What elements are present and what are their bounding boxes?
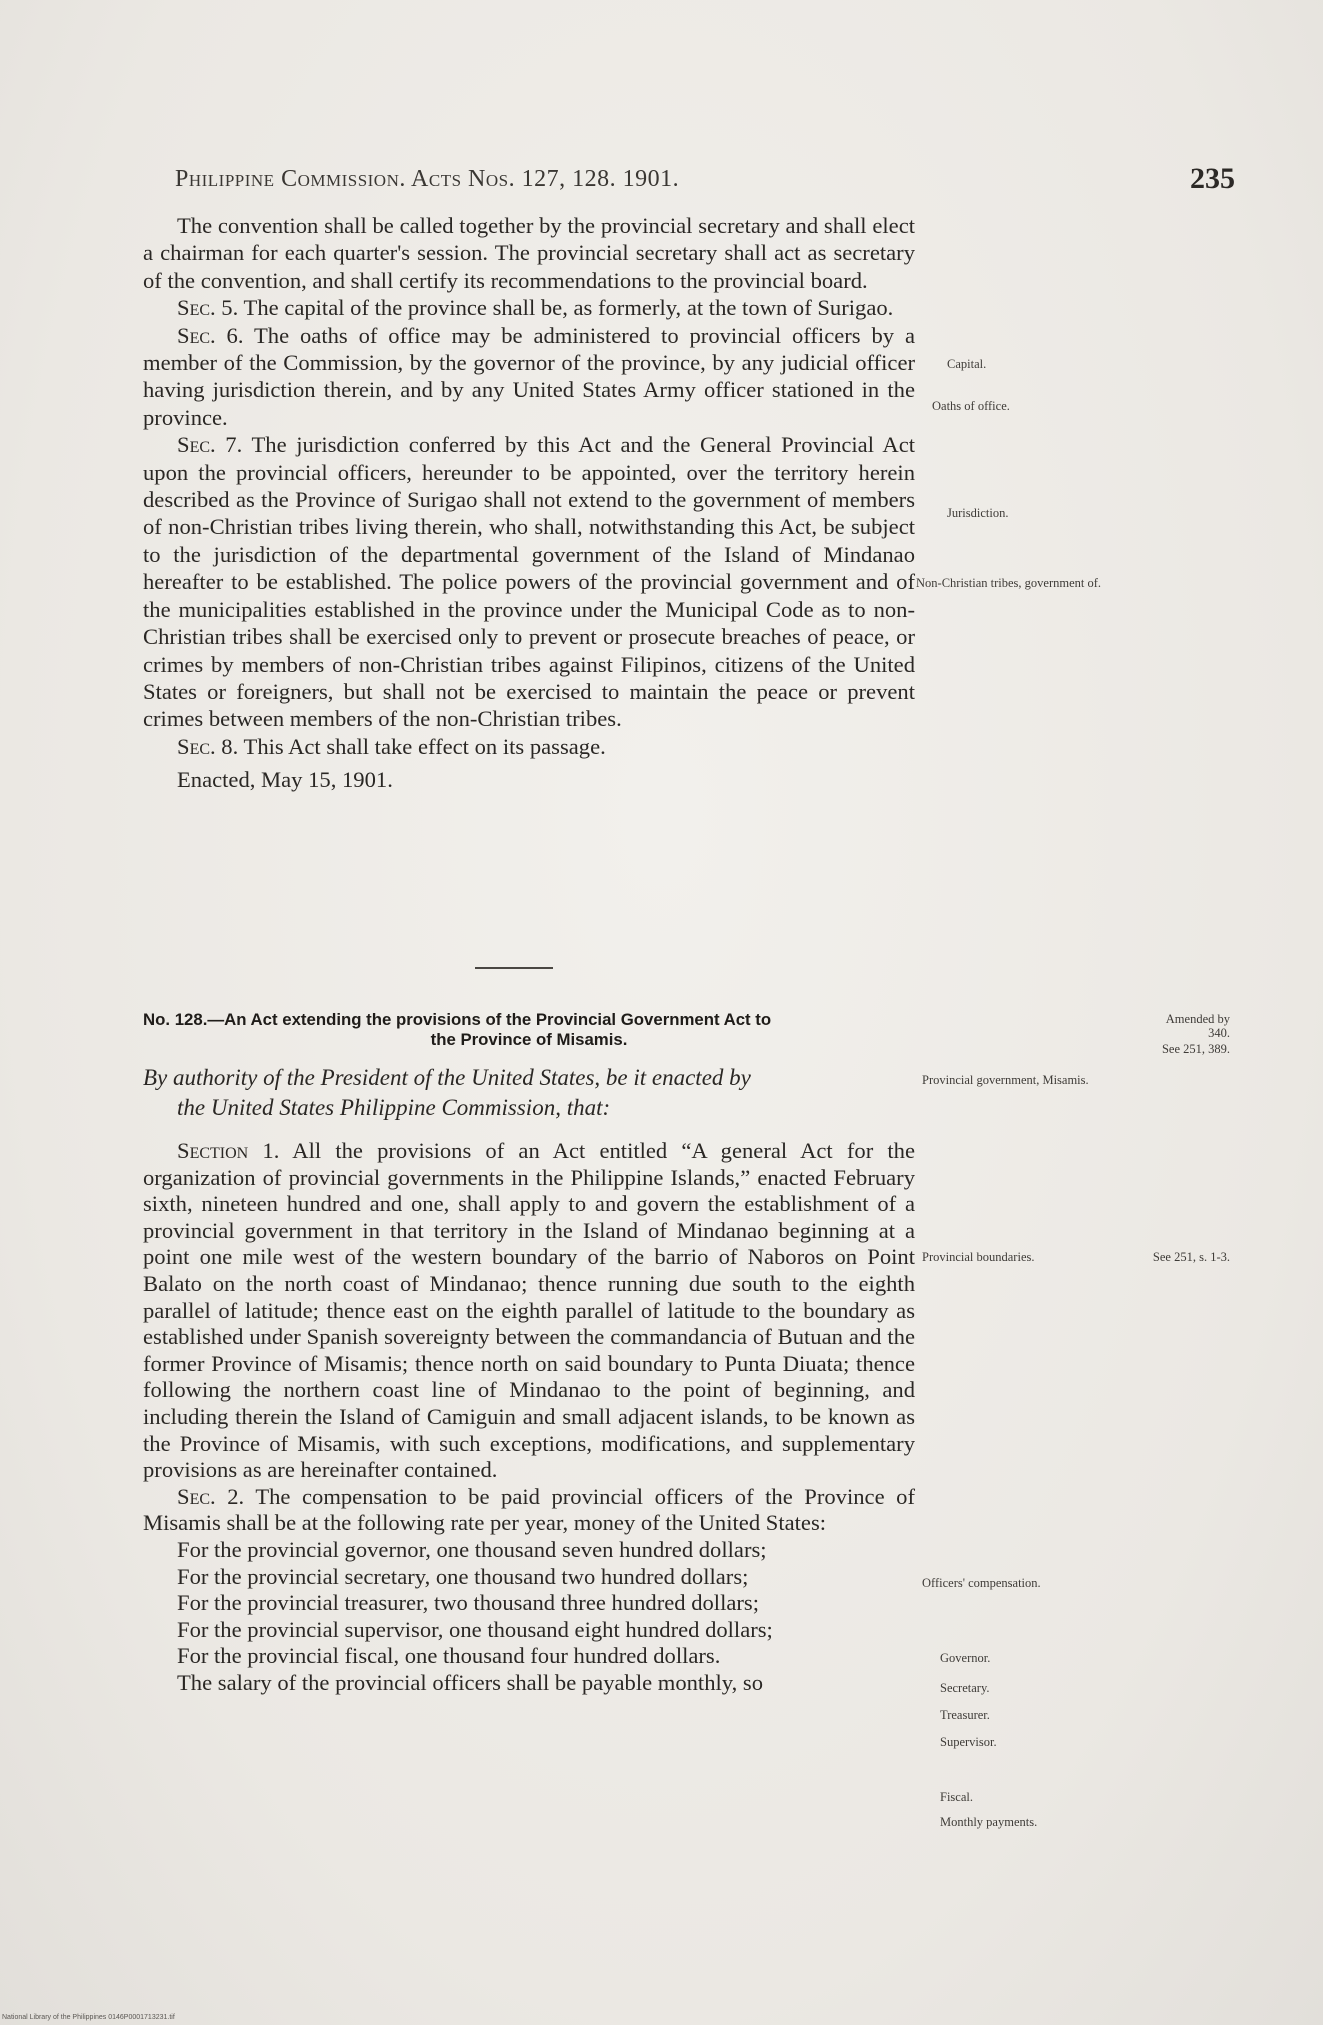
- convention-paragraph: The convention shall be called together by the provincial secretary and shall elect a chairman for each quarter's session. The provincial secretary shall act as secretary of the convention, and shall certify its recommendations to the provincial board.: [143, 213, 915, 293]
- act-128-section-2-text: The compensation to be paid provincial officers of the Province of Misamis shall be at the following rate per year, money of the United States:: [143, 1483, 915, 1536]
- margin-note-secretary: Secretary.: [940, 1681, 990, 1695]
- enacted-date: Enacted, May 15, 1901.: [177, 767, 393, 793]
- margin-note-supervisor: Supervisor.: [940, 1735, 997, 1749]
- section-5-label: Sec. 5.: [177, 295, 239, 321]
- section-6-label: Sec. 6.: [177, 322, 244, 348]
- margin-note-jurisdiction: Jurisdiction.: [947, 506, 1009, 520]
- enacting-clause-line2: the United States Philippine Commission, that:: [177, 1095, 611, 1120]
- margin-note-governor: Governor.: [940, 1651, 991, 1665]
- page-number: 235: [1190, 162, 1235, 195]
- section-divider: [475, 967, 553, 969]
- xref-see-251-s13: See 251, s. 1-3.: [1152, 1250, 1230, 1264]
- act-127-body: [143, 212, 915, 794]
- section-7: [143, 431, 915, 732]
- salary-secretary: For the provincial secretary, one thousand two hundred dollars;: [177, 1563, 749, 1589]
- section-7-text: The jurisdiction conferred by this Act and the General Provincial Act upon the provincial officers, hereunder to be appointed, over the territory herein described as the Province of Surigao shall not extend to the government of members of non-Christian tribes living therein, who shall, notwithstanding this Act, be subject to the jurisdiction of the departmental government of the Island of Mindanao hereafter to be established. The police powers of the provincial government and of the municipalities established in the province under the Municipal Code as to non-Christian tribes shall be exercised only to prevent or prosecute breaches of peace, or crimes by members of non-Christian tribes against Filipinos, citizens of the United States or foreigners, but shall not be exercised to maintain the peace or prevent crimes between members of the non-Christian tribes.: [143, 432, 915, 732]
- section-8-text: This Act shall take effect on its passage.: [243, 733, 606, 759]
- margin-note-monthly: Monthly payments.: [940, 1815, 1038, 1829]
- section-6-text: The oaths of office may be administered to provincial officers by a member of the Commission, by the governor of the province, by any judicial officer having jurisdiction therein, and by any United States Army officer stationed in the province.: [143, 322, 915, 430]
- margin-note-prov-gov-misamis: Provincial government, Misamis.: [922, 1073, 1089, 1087]
- running-head: Philippine Commission. Acts Nos. 127, 128. 1901.: [175, 166, 680, 192]
- act-128-section-1: [143, 1138, 915, 1484]
- margin-note-prov-boundaries: Provincial boundaries.: [922, 1250, 1035, 1264]
- margin-note-treasurer: Treasurer.: [940, 1708, 990, 1722]
- salary-payable-line: The salary of the provincial officers shall be payable monthly, so: [177, 1669, 764, 1695]
- act-128-section-2-label: Sec. 2.: [177, 1483, 245, 1509]
- salary-fiscal: For the provincial fiscal, one thousand four hundred dollars.: [177, 1643, 721, 1669]
- page-header: [175, 162, 1235, 206]
- margin-note-capital: Capital.: [947, 357, 987, 371]
- section-8-label: Sec. 8.: [177, 733, 239, 759]
- act-128-body: [143, 1138, 915, 1696]
- enacting-clause: [143, 1063, 915, 1123]
- section-7-label: Sec. 7.: [177, 432, 243, 458]
- scan-footer-tag: National Library of the Philippines 0146P0001713231.tif: [2, 2014, 175, 2021]
- xref-see-251-389: See 251, 389.: [1161, 1042, 1230, 1056]
- margin-note-non-christian: Non-Christian tribes, government of.: [916, 576, 1102, 590]
- act-128-title-line2: the Province of Misamis.: [430, 1030, 628, 1049]
- salary-treasurer: For the provincial treasurer, two thousand three hundred dollars;: [177, 1590, 759, 1616]
- margin-note-fiscal: Fiscal.: [940, 1790, 973, 1804]
- section-8: [143, 733, 915, 760]
- salary-governor: For the provincial governor, one thousand seven hundred dollars;: [177, 1536, 767, 1562]
- section-6: [143, 322, 915, 432]
- section-5: [143, 294, 915, 321]
- act-128-section-2: [143, 1484, 915, 1537]
- margin-note-oaths: Oaths of office.: [932, 399, 1010, 413]
- margin-note-officers-comp: Officers' compensation.: [922, 1576, 1041, 1590]
- act-128-title-line1: No. 128.—An Act extending the provisions of the Provincial Government Act to: [143, 1010, 772, 1029]
- act-128-title: [143, 1010, 915, 1050]
- act-128-section-1-label: Section 1.: [177, 1138, 280, 1163]
- section-5-text: The capital of the province shall be, as formerly, at the town of Surigao.: [243, 295, 894, 321]
- salary-supervisor: For the provincial supervisor, one thousand eight hundred dollars;: [177, 1616, 773, 1642]
- enacting-clause-line1: By authority of the President of the United States, be it enacted by: [143, 1065, 751, 1090]
- act-128-section-1-text: All the provisions of an Act entitled “A general Act for the organization of provincial governments in the Philippine Islands,” enacted February sixth, nineteen hundred and one, shall apply to and govern the establishment of a provincial government in that territory in the Island of Mindanao beginning at a point one mile west of the western boundary of the barrio of Naboros on Point Balato on the north coast of Mindanao; thence running due south to the eighth parallel of latitude; thence east on the eighth parallel of latitude to the boundary as established under Spanish sovereignty between the commandancia of Butuan and the former Province of Misamis; thence north on said boundary to Punta Diuata; thence following the northern coast line of Mindanao to the point of beginning, and including therein the Island of Camiguin and small adjacent islands, to be known as the Province of Misamis, with such exceptions, modifications, and supplementary provisions as are hereinafter contained.: [143, 1138, 915, 1483]
- xref-amended: Amended by 340.: [1165, 1012, 1230, 1040]
